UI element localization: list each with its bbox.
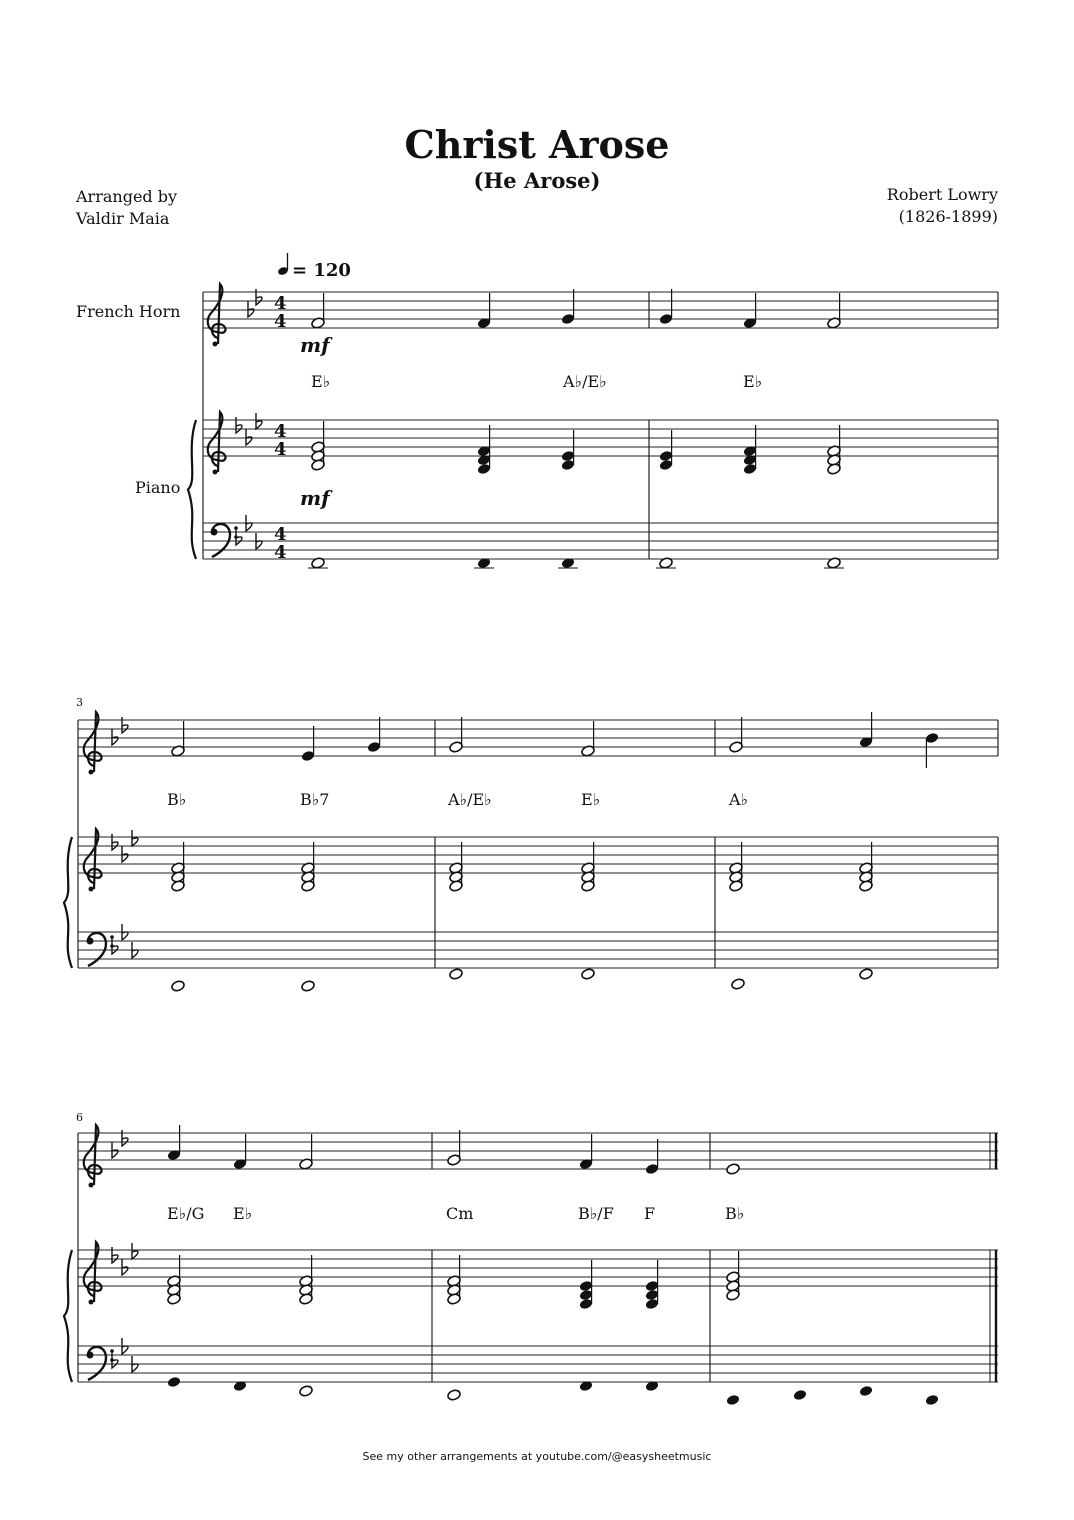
flat-icon <box>256 533 262 549</box>
time-signature-top: 4 <box>274 524 287 545</box>
treble-clef-icon <box>84 1125 102 1185</box>
note-head <box>299 1385 314 1398</box>
treble-clef-icon <box>89 770 94 775</box>
flat-icon <box>256 413 262 429</box>
note-head <box>731 978 746 991</box>
footer-note: See my other arrangements at youtube.com/@easysheetmusic <box>362 1450 712 1463</box>
arranger-label: Arranged by <box>76 187 178 206</box>
note-head <box>301 980 316 993</box>
instrument-name-horn: French Horn <box>76 302 181 321</box>
bass-clef-icon <box>87 938 94 945</box>
measure-number-3: 3 <box>76 696 83 709</box>
brace-icon <box>64 837 72 968</box>
flat-icon <box>132 830 138 846</box>
note-head <box>167 1376 182 1389</box>
treble-clef-icon <box>89 1300 94 1305</box>
time-signature-bottom: 4 <box>274 439 287 460</box>
note-head <box>793 1389 808 1402</box>
treble-clef-icon <box>208 284 226 344</box>
chord-symbol: B♭7 <box>300 790 330 809</box>
brace-icon <box>64 1250 72 1382</box>
flat-icon <box>236 417 242 433</box>
flat-icon <box>112 729 118 745</box>
brace-icon <box>188 420 196 559</box>
chord-symbol: A♭ <box>729 790 749 809</box>
chord-symbols <box>167 372 762 1223</box>
bass-clef-icon <box>87 1352 94 1359</box>
flat-icon <box>112 1142 118 1158</box>
instrument-name-piano: Piano <box>135 478 181 497</box>
treble-clef-icon <box>84 712 102 772</box>
tempo-value: = 120 <box>292 260 351 281</box>
chord-symbol: B♭ <box>725 1204 745 1223</box>
composer-name: Robert Lowry <box>886 185 998 204</box>
time-signature-top: 4 <box>274 293 287 314</box>
note-head <box>726 1163 741 1176</box>
flat-icon <box>122 924 128 940</box>
bass-clef-icon <box>211 529 218 536</box>
treble-clef-icon <box>213 342 218 347</box>
flat-icon <box>236 529 242 545</box>
treble-clef-icon <box>89 1183 94 1188</box>
page-title: Christ Arose <box>404 122 670 167</box>
dynamic-piano: mf <box>300 486 330 510</box>
composer-dates: (1826-1899) <box>898 207 998 226</box>
treble-clef-icon <box>89 887 94 892</box>
note-head <box>171 980 186 993</box>
chord-symbol: E♭ <box>311 372 331 391</box>
treble-clef-icon <box>84 1242 102 1302</box>
flat-icon <box>132 1243 138 1259</box>
chord-symbol: E♭ <box>233 1204 253 1223</box>
time-signature-bottom: 4 <box>274 542 287 563</box>
chord-symbol: B♭ <box>167 790 187 809</box>
flat-icon <box>132 1356 138 1372</box>
flat-icon <box>112 938 118 954</box>
flat-icon <box>256 289 262 305</box>
tempo-mark <box>277 253 351 281</box>
chord-symbol: Cm <box>446 1204 474 1223</box>
note-head <box>925 1394 940 1407</box>
flat-icon <box>112 1247 118 1263</box>
chord-symbol: A♭/E♭ <box>448 790 492 809</box>
flat-icon <box>122 1338 128 1354</box>
measure-number-6: 6 <box>76 1111 83 1124</box>
note-head <box>449 968 464 981</box>
note-head <box>859 968 874 981</box>
flat-icon <box>122 1259 128 1275</box>
treble-clef-icon <box>208 412 226 472</box>
chord-symbol: E♭/G <box>167 1204 205 1223</box>
chord-symbol: B♭/F <box>578 1204 614 1223</box>
note-head <box>726 1394 741 1407</box>
flat-icon <box>112 834 118 850</box>
flat-icon <box>122 1130 128 1146</box>
flat-icon <box>246 429 252 445</box>
chord-symbol: E♭ <box>581 790 601 809</box>
time-signature-top: 4 <box>274 421 287 442</box>
note-head <box>447 1389 462 1402</box>
flat-icon <box>248 301 254 317</box>
chord-symbol: F <box>644 1204 656 1223</box>
note-head <box>581 968 596 981</box>
flat-icon <box>112 1352 118 1368</box>
page-subtitle: (He Arose) <box>473 168 601 193</box>
chord-symbol: A♭/E♭ <box>563 372 607 391</box>
flat-icon <box>122 717 128 733</box>
time-signature-bottom: 4 <box>274 311 287 332</box>
flat-icon <box>132 942 138 958</box>
flat-icon <box>122 846 128 862</box>
treble-clef-icon <box>213 470 218 475</box>
dynamic-horn: mf <box>300 333 330 357</box>
notation <box>64 284 998 1406</box>
treble-clef-icon <box>84 829 102 889</box>
arranger-name: Valdir Maia <box>76 209 170 228</box>
flat-icon <box>246 515 252 531</box>
chord-symbol: E♭ <box>743 372 763 391</box>
note-head <box>859 1385 874 1398</box>
